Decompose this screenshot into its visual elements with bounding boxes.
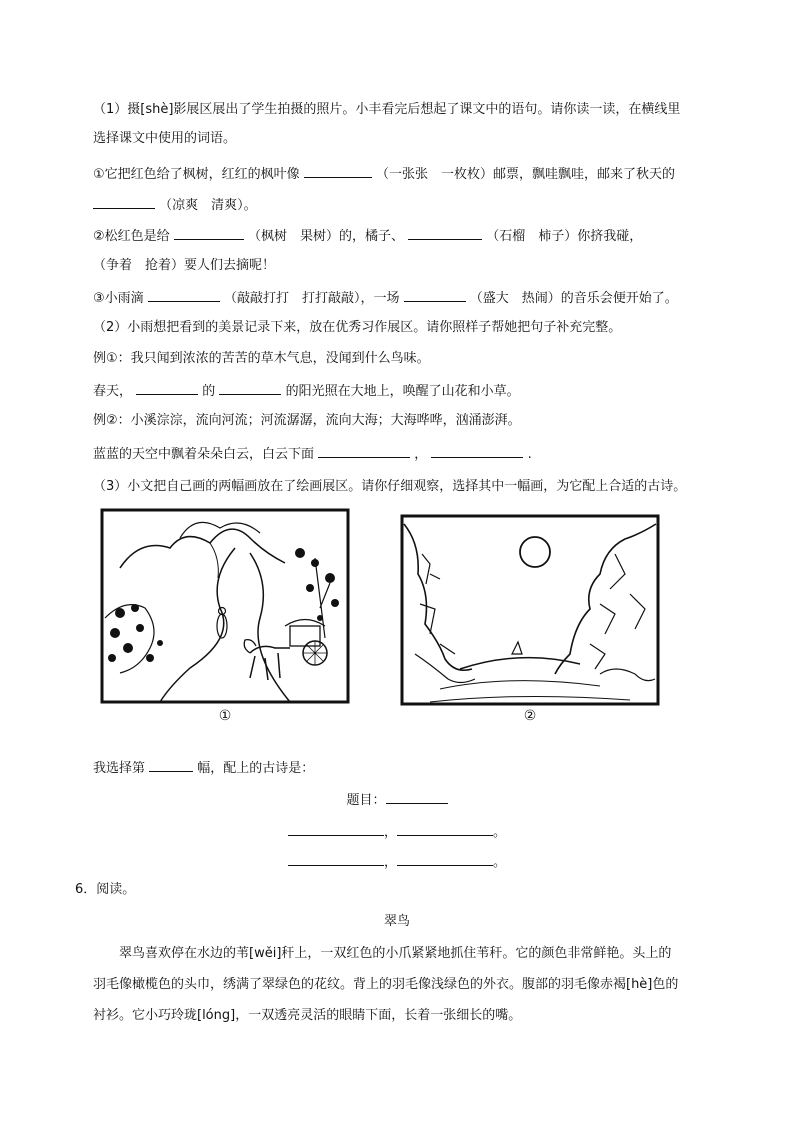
q1-s1-text-b: （一张张 一枚枚）邮票，飘哇飘哇，邮来了秋天的 xyxy=(375,167,675,182)
painting-2-river-cliffs xyxy=(400,514,660,706)
painting-1-label: ① xyxy=(218,708,232,724)
q3-choose-text-b: 幅，配上的古诗是： xyxy=(197,761,315,776)
q1-s2-blank-1[interactable] xyxy=(174,225,244,240)
q2-s1-blank-1[interactable] xyxy=(136,380,198,395)
q3-poem-title-line xyxy=(0,789,794,811)
q3-poem-l2-blank-2[interactable] xyxy=(397,851,493,866)
q2-s1-text-c: 的阳光照在大地上，唤醒了山花和小草。 xyxy=(285,384,520,399)
q3-poem-line-2 xyxy=(0,851,794,873)
q3-poem-l1-blank-2[interactable] xyxy=(397,821,493,836)
q2-sentence-2 xyxy=(93,443,724,465)
q6-passage-line-2: 羽毛像橄榄色的头巾，绣满了翠绿色的花纹。背上的羽毛像浅绿色的外衣。腹部的羽毛像赤褐[hè]色的 xyxy=(93,977,679,992)
q3-poem-l1-comma: ， xyxy=(383,825,397,840)
q1-sentence-2 xyxy=(93,225,724,247)
q1-s3-blank-1[interactable] xyxy=(148,287,220,302)
q2-s1-text-b: 的 xyxy=(202,384,216,399)
q1-s1-text-c: （凉爽 清爽）。 xyxy=(159,198,257,213)
q1-s1-blank-1[interactable] xyxy=(304,163,372,178)
q3-poem-l1-blank-1[interactable] xyxy=(288,821,384,836)
q2-sentence-1 xyxy=(93,380,724,402)
q2-s2-text-a: 蓝蓝的天空中飘着朵朵白云，白云下面 xyxy=(93,447,315,462)
q1-s3-text-a: ③小雨滴 xyxy=(93,291,144,306)
q6-number: 6．阅读。 xyxy=(75,882,136,897)
q3-choose-line xyxy=(93,757,724,779)
q2-s2-comma: ， xyxy=(414,447,428,462)
q6-passage-line-3: 衬衫。它小巧玲珑[lóng]，一双透亮灵活的眼睛下面，长着一张细长的嘴。 xyxy=(93,1008,522,1023)
q6-passage-title: 翠鸟 xyxy=(383,914,410,929)
q1-s2-text-c: （石榴 柿子）你挤我碰， xyxy=(486,229,643,244)
q2-s2-end: . xyxy=(527,447,532,462)
q1-s2-text-a: ②松红色是给 xyxy=(93,229,170,244)
q2-example-1: 例①：我只闻到浓浓的苦苦的草木气息，没闻到什么鸟味。 xyxy=(93,351,430,366)
q6-passage-line-1: 翠鸟喜欢停在水边的苇[wěi]秆上，一双红色的小爪紧紧地抓住苇秆。它的颜色非常鲜艳。头上的 xyxy=(119,946,672,961)
q3-poem-l2-comma: ， xyxy=(383,855,397,870)
painting-2-label: ② xyxy=(523,708,537,724)
q1-sentence-1 xyxy=(93,163,724,185)
q2-intro: （2）小雨想把看到的美景记录下来，放在优秀习作展区。请你照样子帮她把句子补充完整。 xyxy=(93,320,622,335)
q3-poem-title-label: 题目： xyxy=(346,793,386,808)
q3-paintings xyxy=(95,508,665,740)
q1-s2-text-b: （枫树 果树）的，橘子、 xyxy=(247,229,404,244)
q2-s2-blank-1[interactable] xyxy=(318,443,410,458)
q2-example-2: 例②：小溪淙淙，流向河流；河流潺潺，流向大海；大海哗哗，汹涌澎湃。 xyxy=(93,413,521,428)
q1-s1-blank-2[interactable] xyxy=(93,194,155,209)
q3-choose-text-a: 我选择第 xyxy=(93,761,146,776)
q1-s3-blank-2[interactable] xyxy=(404,287,466,302)
q3-choose-blank[interactable] xyxy=(149,757,193,772)
q2-s1-text-a: 春天， xyxy=(93,384,133,399)
q2-s2-blank-2[interactable] xyxy=(431,443,523,458)
q1-intro-line1: （1）摄[shè]影展区展出了学生拍摄的照片。小丰看完后想起了课文中的语句。请你读一读，在横线里 xyxy=(93,102,681,117)
q1-sentence-1-cont xyxy=(93,194,724,216)
q2-s1-blank-2[interactable] xyxy=(219,380,281,395)
q1-s3-text-c: （盛大 热闹）的音乐会便开始了。 xyxy=(469,291,678,306)
q1-intro-line2: 选择课文中使用的词语。 xyxy=(93,131,237,146)
q3-poem-line-1 xyxy=(0,821,794,843)
q1-sentence-3 xyxy=(93,287,724,309)
q3-intro: （3）小文把自己画的两幅画放在了绘画展区。请你仔细观察，选择其中一幅画，为它配上合适的古诗。 xyxy=(93,479,687,494)
q1-s2-blank-2[interactable] xyxy=(408,225,482,240)
painting-1-mountain-road xyxy=(100,508,350,704)
q3-poem-l2-period: 。 xyxy=(493,855,507,870)
q1-s1-text-a: ①它把红色给了枫树，红红的枫叶像 xyxy=(93,167,300,182)
q1-s3-text-b: （敲敲打打 打打敲敲），一场 xyxy=(223,291,400,306)
q1-s2-text-d: （争着 抢着）要人们去摘呢！ xyxy=(93,258,276,273)
q3-poem-title-blank[interactable] xyxy=(386,789,448,804)
q3-poem-l1-period: 。 xyxy=(493,825,507,840)
q3-poem-l2-blank-1[interactable] xyxy=(288,851,384,866)
